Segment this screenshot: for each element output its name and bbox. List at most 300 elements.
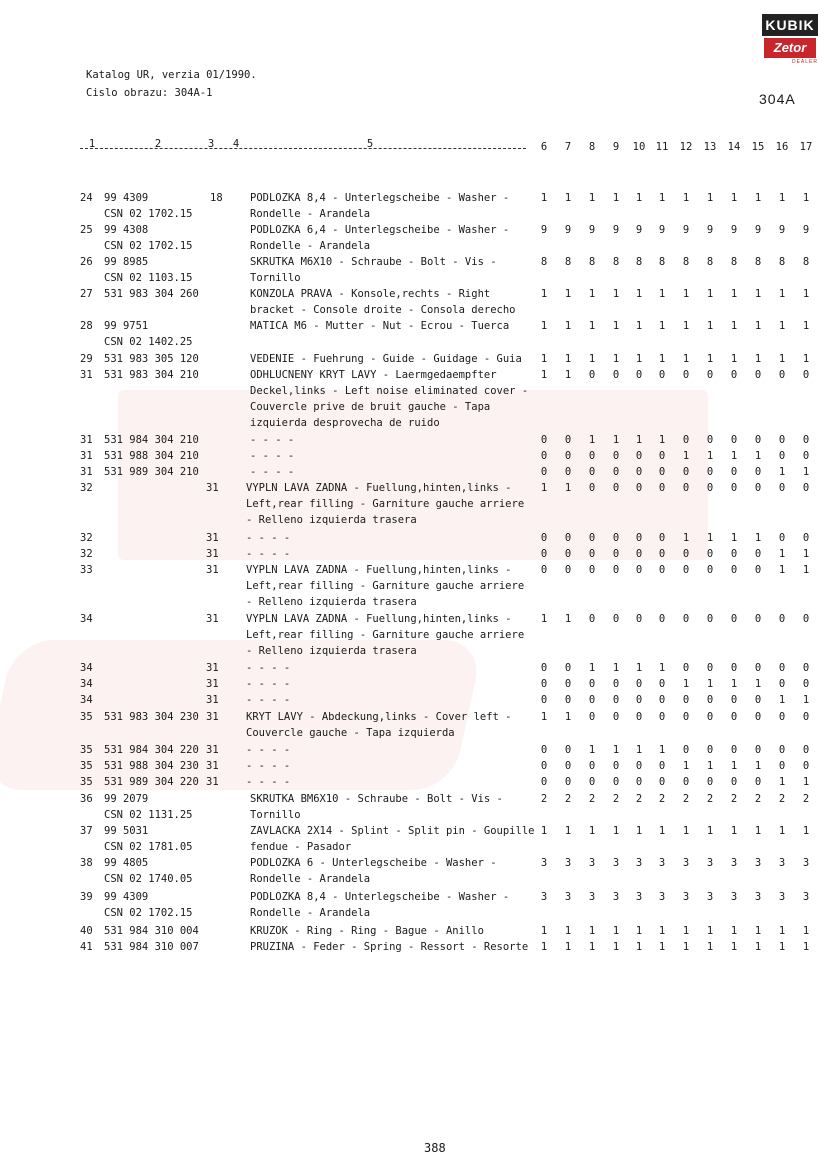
column-label-2: 2 <box>154 138 162 150</box>
quantity-cell: 0 <box>802 434 810 446</box>
quantity-cell: 1 <box>540 925 548 937</box>
position-number: 27 <box>80 288 93 300</box>
quantity-cell: 1 <box>612 288 620 300</box>
quantity-cell: 0 <box>706 434 714 446</box>
description-line: PODLOZKA 6 - Unterlegscheibe - Washer - <box>250 857 497 869</box>
quantity-cell: 3 <box>706 857 714 869</box>
description-line: Left,rear filling - Garniture gauche arriere <box>246 580 525 592</box>
quantity-cell: 1 <box>706 320 714 332</box>
quantity-cell: 1 <box>658 353 666 365</box>
quantity-cell: 0 <box>658 776 666 788</box>
quantity-cell: 0 <box>540 532 548 544</box>
quantity-cell: 2 <box>754 793 762 805</box>
quantity-cell: 0 <box>778 744 786 756</box>
quantity-cell: 1 <box>802 694 810 706</box>
part-number: 531 983 304 210 <box>104 369 199 381</box>
quantity-cell: 1 <box>754 678 762 690</box>
logo-sub: DEALER <box>791 59 818 65</box>
position-number: 31 <box>80 369 93 381</box>
page-number: 388 <box>424 1141 446 1155</box>
description-line: - - - - <box>250 450 295 462</box>
quantity-cell: 1 <box>802 825 810 837</box>
description-line: Left,rear filling - Garniture gauche arriere <box>246 629 525 641</box>
description-line: ZAVLACKA 2X14 - Splint - Split pin - Goupille <box>250 825 535 837</box>
position-number: 35 <box>80 744 93 756</box>
quantity-cell: 0 <box>658 548 666 560</box>
quantity-cell: 2 <box>658 793 666 805</box>
ref-column-3: 18 <box>210 192 223 204</box>
description-line: ODHLUCNENY KRYT LAVY - Laermgedaempfter <box>250 369 497 381</box>
quantity-cell: 0 <box>588 450 596 462</box>
quantity-cell: 1 <box>706 288 714 300</box>
quantity-cell: 1 <box>754 760 762 772</box>
description-line: Tornillo <box>250 272 301 284</box>
position-number: 34 <box>80 678 93 690</box>
quantity-cell: 1 <box>778 941 786 953</box>
position-number: 31 <box>80 434 93 446</box>
qty-column-label-16: 16 <box>775 141 789 153</box>
quantity-cell: 0 <box>682 613 690 625</box>
part-number: 99 8985 <box>104 256 149 268</box>
quantity-cell: 0 <box>635 564 643 576</box>
quantity-cell: 0 <box>588 532 596 544</box>
quantity-cell: 3 <box>730 857 738 869</box>
quantity-cell: 0 <box>612 776 620 788</box>
part-number: 99 4308 <box>104 224 149 236</box>
quantity-cell: 1 <box>658 320 666 332</box>
quantity-cell: 0 <box>730 613 738 625</box>
column-label-3: 3 <box>207 138 215 150</box>
part-number: 99 2079 <box>104 793 149 805</box>
quantity-cell: 8 <box>802 256 810 268</box>
part-number: 531 988 304 210 <box>104 450 199 462</box>
quantity-cell: 0 <box>754 564 762 576</box>
description-line: - - - - <box>246 662 291 674</box>
quantity-cell: 1 <box>682 532 690 544</box>
quantity-cell: 3 <box>588 891 596 903</box>
ref-column-4: 31 <box>206 711 219 723</box>
quantity-cell: 0 <box>540 564 548 576</box>
standard-number: CSN 02 1702.15 <box>104 208 193 220</box>
quantity-cell: 0 <box>540 466 548 478</box>
quantity-cell: 0 <box>730 711 738 723</box>
quantity-cell: 0 <box>588 694 596 706</box>
quantity-cell: 9 <box>682 224 690 236</box>
quantity-cell: 0 <box>706 711 714 723</box>
quantity-cell: 0 <box>802 711 810 723</box>
quantity-cell: 1 <box>540 825 548 837</box>
quantity-cell: 1 <box>564 320 572 332</box>
quantity-cell: 9 <box>635 224 643 236</box>
position-number: 41 <box>80 941 93 953</box>
quantity-cell: 2 <box>540 793 548 805</box>
quantity-cell: 0 <box>754 369 762 381</box>
description-line: Tornillo <box>250 809 301 821</box>
quantity-cell: 1 <box>730 532 738 544</box>
quantity-cell: 0 <box>778 369 786 381</box>
position-number: 40 <box>80 925 93 937</box>
quantity-cell: 0 <box>612 564 620 576</box>
quantity-cell: 1 <box>682 288 690 300</box>
quantity-cell: 0 <box>754 694 762 706</box>
quantity-cell: 1 <box>730 678 738 690</box>
description-line: - - - - <box>246 532 291 544</box>
quantity-cell: 1 <box>658 288 666 300</box>
standard-number: CSN 02 1702.15 <box>104 240 193 252</box>
quantity-cell: 8 <box>778 256 786 268</box>
quantity-cell: 0 <box>682 744 690 756</box>
quantity-cell: 0 <box>564 678 572 690</box>
quantity-cell: 0 <box>802 744 810 756</box>
quantity-cell: 1 <box>730 450 738 462</box>
standard-number: CSN 02 1131.25 <box>104 809 193 821</box>
part-number: 531 989 304 220 <box>104 776 199 788</box>
ref-column-4: 31 <box>206 548 219 560</box>
description-line: VYPLN LAVA ZADNA - Fuellung,hinten,links - <box>246 482 512 494</box>
position-number: 31 <box>80 450 93 462</box>
quantity-cell: 9 <box>730 224 738 236</box>
quantity-cell: 1 <box>730 288 738 300</box>
quantity-cell: 1 <box>612 744 620 756</box>
quantity-cell: 2 <box>802 793 810 805</box>
qty-column-label-13: 13 <box>703 141 717 153</box>
quantity-cell: 0 <box>682 466 690 478</box>
position-number: 24 <box>80 192 93 204</box>
quantity-cell: 1 <box>658 825 666 837</box>
quantity-cell: 1 <box>682 825 690 837</box>
description-line: VEDENIE - Fuehrung - Guide - Guidage - Guia <box>250 353 522 365</box>
quantity-cell: 0 <box>612 694 620 706</box>
description-line: - - - - <box>246 548 291 560</box>
position-number: 34 <box>80 694 93 706</box>
quantity-cell: 0 <box>540 434 548 446</box>
quantity-cell: 0 <box>588 678 596 690</box>
qty-column-label-7: 7 <box>564 141 572 153</box>
part-number: 531 983 304 230 <box>104 711 199 723</box>
quantity-cell: 1 <box>706 760 714 772</box>
quantity-cell: 0 <box>730 662 738 674</box>
standard-number: CSN 02 1402.25 <box>104 336 193 348</box>
quantity-cell: 8 <box>754 256 762 268</box>
quantity-cell: 0 <box>802 369 810 381</box>
description-line: Rondelle - Arandela <box>250 208 371 220</box>
quantity-cell: 9 <box>754 224 762 236</box>
quantity-cell: 1 <box>802 776 810 788</box>
quantity-cell: 3 <box>754 891 762 903</box>
description-line: SKRUTKA BM6X10 - Schraube - Bolt - Vis - <box>250 793 503 805</box>
position-number: 31 <box>80 466 93 478</box>
quantity-cell: 0 <box>778 482 786 494</box>
quantity-cell: 1 <box>682 941 690 953</box>
quantity-cell: 1 <box>635 320 643 332</box>
column-label-4: 4 <box>232 138 240 150</box>
quantity-cell: 0 <box>658 482 666 494</box>
quantity-cell: 0 <box>778 450 786 462</box>
position-number: 26 <box>80 256 93 268</box>
description-line: - - - - <box>250 434 295 446</box>
column-label-5: 5 <box>366 138 374 150</box>
quantity-cell: 1 <box>564 192 572 204</box>
quantity-cell: 1 <box>754 288 762 300</box>
logo-bottom: Zetor <box>764 38 816 58</box>
quantity-cell: 1 <box>802 941 810 953</box>
qty-column-label-8: 8 <box>588 141 596 153</box>
description-line: - - - - <box>250 466 295 478</box>
quantity-cell: 0 <box>612 482 620 494</box>
quantity-cell: 0 <box>564 532 572 544</box>
quantity-cell: 1 <box>635 662 643 674</box>
part-number: 99 5031 <box>104 825 149 837</box>
standard-number: CSN 02 1103.15 <box>104 272 193 284</box>
quantity-cell: 1 <box>564 925 572 937</box>
quantity-cell: 1 <box>588 744 596 756</box>
quantity-cell: 3 <box>612 857 620 869</box>
quantity-cell: 0 <box>802 760 810 772</box>
quantity-cell: 2 <box>730 793 738 805</box>
quantity-cell: 0 <box>588 482 596 494</box>
quantity-cell: 1 <box>612 662 620 674</box>
quantity-cell: 0 <box>612 548 620 560</box>
quantity-cell: 3 <box>564 857 572 869</box>
quantity-cell: 8 <box>658 256 666 268</box>
description-line: fendue - Pasador <box>250 841 352 853</box>
quantity-cell: 2 <box>706 793 714 805</box>
position-number: 32 <box>80 548 93 560</box>
quantity-cell: 0 <box>778 613 786 625</box>
ref-column-4: 31 <box>206 776 219 788</box>
quantity-cell: 0 <box>658 694 666 706</box>
quantity-cell: 1 <box>540 369 548 381</box>
quantity-cell: 9 <box>802 224 810 236</box>
quantity-cell: 0 <box>706 694 714 706</box>
quantity-cell: 0 <box>564 548 572 560</box>
description-line: - Relleno izquierda trasera <box>246 596 417 608</box>
description-line: bracket - Console droite - Consola derecho <box>250 304 516 316</box>
quantity-cell: 0 <box>802 613 810 625</box>
quantity-cell: 3 <box>564 891 572 903</box>
quantity-cell: 1 <box>612 941 620 953</box>
standard-number: CSN 02 1702.15 <box>104 907 193 919</box>
quantity-cell: 3 <box>540 891 548 903</box>
quantity-cell: 1 <box>658 434 666 446</box>
quantity-cell: 1 <box>540 482 548 494</box>
part-number: 531 984 310 004 <box>104 925 199 937</box>
quantity-cell: 0 <box>588 564 596 576</box>
ref-column-4: 31 <box>206 744 219 756</box>
quantity-cell: 0 <box>564 744 572 756</box>
quantity-cell: 0 <box>682 662 690 674</box>
quantity-cell: 0 <box>635 694 643 706</box>
quantity-cell: 3 <box>612 891 620 903</box>
quantity-cell: 1 <box>778 925 786 937</box>
quantity-cell: 2 <box>612 793 620 805</box>
quantity-cell: 0 <box>778 678 786 690</box>
kubik-zetor-logo <box>762 14 818 66</box>
quantity-cell: 3 <box>802 857 810 869</box>
quantity-cell: 8 <box>682 256 690 268</box>
quantity-cell: 1 <box>802 466 810 478</box>
quantity-cell: 1 <box>635 353 643 365</box>
quantity-cell: 0 <box>612 678 620 690</box>
quantity-cell: 1 <box>588 434 596 446</box>
quantity-cell: 1 <box>682 760 690 772</box>
quantity-cell: 0 <box>706 466 714 478</box>
quantity-cell: 0 <box>635 369 643 381</box>
quantity-cell: 0 <box>612 711 620 723</box>
position-number: 34 <box>80 662 93 674</box>
quantity-cell: 0 <box>706 613 714 625</box>
quantity-cell: 1 <box>730 353 738 365</box>
quantity-cell: 0 <box>658 369 666 381</box>
quantity-cell: 8 <box>612 256 620 268</box>
quantity-cell: 1 <box>706 941 714 953</box>
quantity-cell: 1 <box>540 613 548 625</box>
quantity-cell: 1 <box>706 353 714 365</box>
quantity-cell: 0 <box>635 482 643 494</box>
quantity-cell: 1 <box>588 662 596 674</box>
quantity-cell: 1 <box>706 532 714 544</box>
quantity-cell: 3 <box>754 857 762 869</box>
quantity-cell: 1 <box>754 353 762 365</box>
position-number: 33 <box>80 564 93 576</box>
quantity-cell: 1 <box>540 288 548 300</box>
quantity-cell: 0 <box>588 760 596 772</box>
quantity-cell: 0 <box>778 760 786 772</box>
quantity-cell: 1 <box>706 925 714 937</box>
quantity-cell: 1 <box>658 192 666 204</box>
quantity-cell: 0 <box>730 744 738 756</box>
quantity-cell: 1 <box>730 760 738 772</box>
quantity-cell: 0 <box>612 613 620 625</box>
quantity-cell: 3 <box>730 891 738 903</box>
quantity-cell: 0 <box>635 678 643 690</box>
quantity-cell: 0 <box>754 482 762 494</box>
quantity-cell: 0 <box>540 694 548 706</box>
part-number: 531 988 304 230 <box>104 760 199 772</box>
part-number: 531 983 304 260 <box>104 288 199 300</box>
quantity-cell: 1 <box>730 320 738 332</box>
position-number: 25 <box>80 224 93 236</box>
quantity-cell: 1 <box>802 564 810 576</box>
quantity-cell: 0 <box>754 434 762 446</box>
quantity-cell: 0 <box>635 613 643 625</box>
quantity-cell: 0 <box>730 466 738 478</box>
description-line: - Relleno izquierda trasera <box>246 645 417 657</box>
quantity-cell: 0 <box>540 678 548 690</box>
quantity-cell: 1 <box>540 320 548 332</box>
quantity-cell: 0 <box>540 662 548 674</box>
quantity-cell: 0 <box>778 434 786 446</box>
quantity-cell: 9 <box>778 224 786 236</box>
quantity-cell: 1 <box>588 925 596 937</box>
quantity-cell: 1 <box>778 288 786 300</box>
position-number: 35 <box>80 776 93 788</box>
position-number: 35 <box>80 760 93 772</box>
quantity-cell: 1 <box>778 776 786 788</box>
quantity-cell: 0 <box>730 548 738 560</box>
part-number: 99 4805 <box>104 857 149 869</box>
quantity-cell: 1 <box>540 353 548 365</box>
quantity-cell: 3 <box>658 857 666 869</box>
part-number: 531 989 304 210 <box>104 466 199 478</box>
quantity-cell: 0 <box>588 466 596 478</box>
description-line: MATICA M6 - Mutter - Nut - Ecrou - Tuerca <box>250 320 510 332</box>
quantity-cell: 1 <box>540 192 548 204</box>
quantity-cell: 0 <box>754 776 762 788</box>
quantity-cell: 1 <box>730 825 738 837</box>
quantity-cell: 0 <box>612 760 620 772</box>
quantity-cell: 0 <box>802 482 810 494</box>
quantity-cell: 0 <box>635 711 643 723</box>
qty-column-label-9: 9 <box>612 141 620 153</box>
quantity-cell: 1 <box>612 434 620 446</box>
quantity-cell: 1 <box>754 925 762 937</box>
quantity-cell: 0 <box>802 678 810 690</box>
quantity-cell: 8 <box>730 256 738 268</box>
quantity-cell: 9 <box>588 224 596 236</box>
description-line: - Relleno izquierda trasera <box>246 514 417 526</box>
quantity-cell: 1 <box>778 564 786 576</box>
quantity-cell: 1 <box>754 941 762 953</box>
quantity-cell: 0 <box>754 613 762 625</box>
quantity-cell: 2 <box>635 793 643 805</box>
quantity-cell: 1 <box>612 353 620 365</box>
qty-column-label-12: 12 <box>679 141 693 153</box>
quantity-cell: 0 <box>564 760 572 772</box>
quantity-cell: 2 <box>778 793 786 805</box>
quantity-cell: 0 <box>754 662 762 674</box>
quantity-cell: 0 <box>730 564 738 576</box>
quantity-cell: 1 <box>754 825 762 837</box>
quantity-cell: 8 <box>635 256 643 268</box>
description-line: KRYT LAVY - Abdeckung,links - Cover left - <box>246 711 512 723</box>
quantity-cell: 1 <box>635 825 643 837</box>
quantity-cell: 0 <box>658 466 666 478</box>
quantity-cell: 0 <box>682 564 690 576</box>
quantity-cell: 0 <box>682 369 690 381</box>
quantity-cell: 9 <box>540 224 548 236</box>
quantity-cell: 1 <box>802 925 810 937</box>
ref-column-4: 31 <box>206 482 219 494</box>
quantity-cell: 1 <box>754 192 762 204</box>
quantity-cell: 1 <box>682 925 690 937</box>
description-line: VYPLN LAVA ZADNA - Fuellung,hinten,links - <box>246 564 512 576</box>
quantity-cell: 0 <box>658 564 666 576</box>
description-line: PODLOZKA 6,4 - Unterlegscheibe - Washer - <box>250 224 510 236</box>
quantity-cell: 0 <box>802 450 810 462</box>
quantity-cell: 3 <box>588 857 596 869</box>
logo-top: KUBIK <box>762 14 818 36</box>
quantity-cell: 0 <box>706 369 714 381</box>
quantity-cell: 0 <box>682 694 690 706</box>
quantity-cell: 0 <box>706 776 714 788</box>
quantity-cell: 3 <box>540 857 548 869</box>
quantity-cell: 1 <box>778 353 786 365</box>
part-number: 531 984 304 220 <box>104 744 199 756</box>
quantity-cell: 1 <box>682 320 690 332</box>
quantity-cell: 0 <box>802 662 810 674</box>
quantity-cell: 1 <box>612 825 620 837</box>
quantity-cell: 1 <box>588 288 596 300</box>
quantity-cell: 0 <box>706 482 714 494</box>
header-rule <box>80 148 526 149</box>
quantity-cell: 0 <box>635 532 643 544</box>
quantity-cell: 2 <box>564 793 572 805</box>
quantity-cell: 0 <box>730 776 738 788</box>
quantity-cell: 1 <box>635 192 643 204</box>
description-line: - - - - <box>246 760 291 772</box>
quantity-cell: 0 <box>706 744 714 756</box>
